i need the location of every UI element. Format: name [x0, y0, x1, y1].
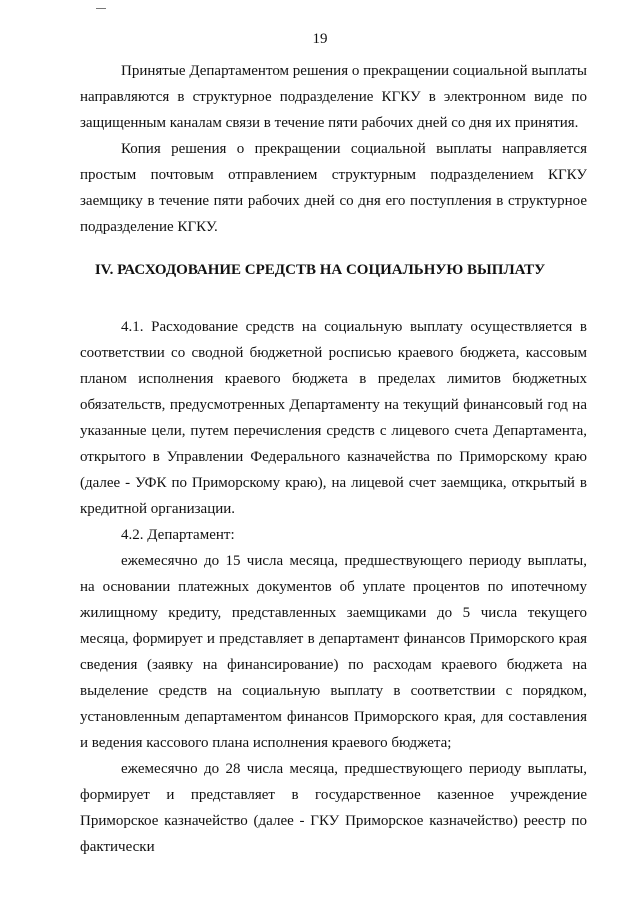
- paragraph-4-2-monthly-28: ежемесячно до 28 числа месяца, предшествующего периоду выплаты, формирует и представляет в государственное казенное учреждение Приморское казначейство (далее - ГКУ Приморское казначейство) реестр по фактически: [80, 761, 587, 855]
- paragraph-copy-of-decision: Копия решения о прекращении социальной выплаты направляется простым почтовым отправлением структурным подразделением КГКУ заемщику в течение пяти рабочих дней со дня его поступления в структурное подразделение КГКУ.: [80, 141, 587, 235]
- scan-mark: [96, 8, 106, 9]
- section-heading: IV. РАСХОДОВАНИЕ СРЕДСТВ НА СОЦИАЛЬНУЮ ВЫПЛАТУ: [94, 262, 546, 278]
- body-text-top: [80, 58, 587, 240]
- paragraph-4-1: 4.1. Расходование средств на социальную выплату осуществляется в соответствии со сводной бюджетной росписью краевого бюджета, кассовым планом исполнения краевого бюджета в пределах лимитов бюджетных обязательств, предусмотренных Департаменту на текущий финансовый год на указанные цели, путем перечисления средств с лицевого счета Департамента, открытого в Управлении Федерального казначейства по Приморскому краю (далее - УФК по Приморскому краю), на лицевой счет заемщика, открытый в кредитной организации.: [80, 319, 587, 517]
- section-body: [80, 314, 587, 860]
- paragraph-4-2-monthly-15: ежемесячно до 15 числа месяца, предшествующего периоду выплаты, на основании платежных документов об уплате процентов по ипотечному жилищному кредиту, представленных заемщиками до 5 числа текущего месяца, формирует и представляет в департамент финансов Приморского края сведения (заявку на финансирование) по расходам краевого бюджета на выделение средств на социальную выплату в соответствии с порядком, установленным департаментом финансов Приморского края, для составления и ведения кассового плана исполнения краевого бюджета;: [80, 553, 587, 751]
- page-number: 19: [312, 31, 328, 47]
- paragraph-decision-sending: Принятые Департаментом решения о прекращении социальной выплаты направляются в структурное подразделение КГКУ в электронном виде по защищенным каналам связи в течение пяти рабочих дней со дня их принятия.: [80, 63, 587, 131]
- paragraph-4-2: 4.2. Департамент:: [121, 527, 235, 543]
